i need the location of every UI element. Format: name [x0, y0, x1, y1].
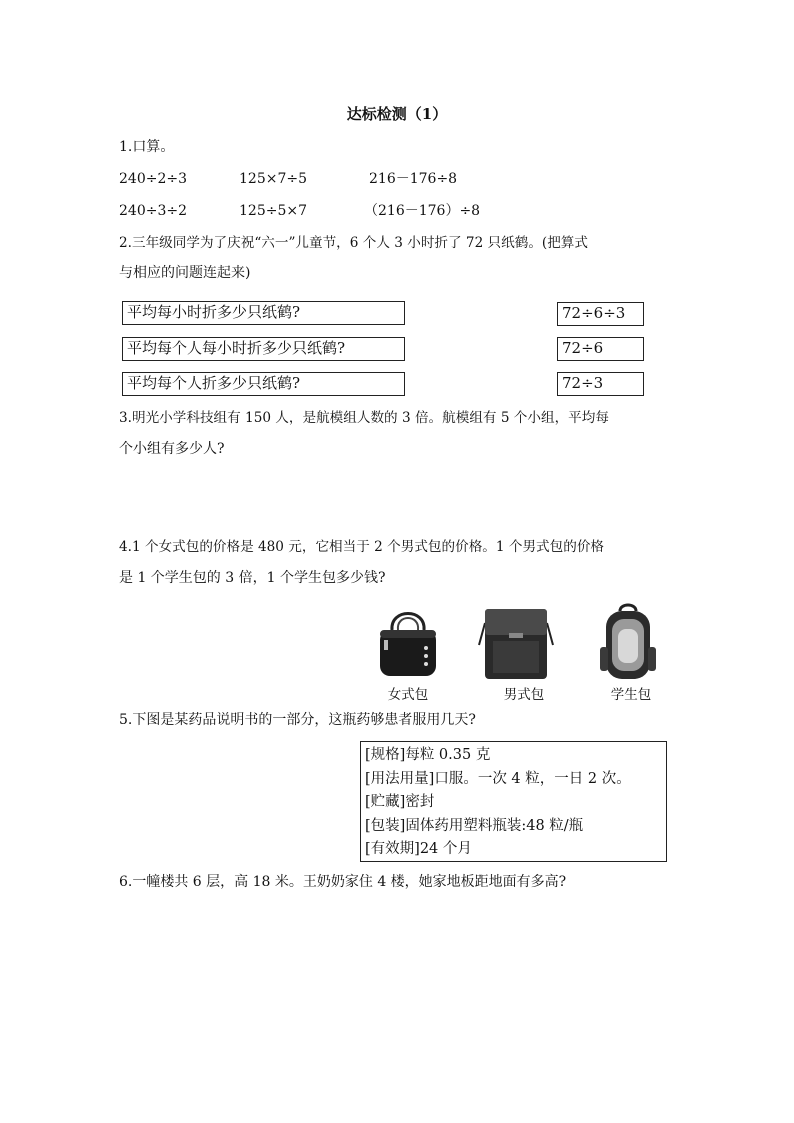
school-bag-image	[596, 603, 660, 683]
spec-value: 密封	[405, 794, 435, 810]
expression-box: 72÷6	[557, 337, 644, 361]
q2-line2: 与相应的问题连起来)	[119, 265, 251, 281]
question-box: 平均每个人折多少只纸鹤?	[122, 372, 405, 396]
expression-box: 72÷3	[557, 372, 644, 396]
spec-value: 固体药用塑料瓶装:48 粒/瓶	[405, 817, 584, 834]
spec-row	[365, 791, 666, 815]
q2-line1: 2.三年级同学为了庆祝“六一”儿童节，6 个人 3 小时折了 72 只纸鹤。(把算式	[119, 235, 588, 251]
handbag-image	[376, 600, 440, 680]
bag-label: 男式包	[503, 687, 545, 703]
q1-expr: 240÷2÷3	[119, 171, 187, 187]
q4-line1: 4.1 个女式包的价格是 480 元，它相当于 2 个男式包的价格。1 个男式包的价格	[119, 539, 605, 555]
spec-row	[365, 768, 666, 792]
q4-line2: 是 1 个学生包的 3 倍，1 个学生包多少钱?	[119, 570, 386, 586]
question-box: 平均每小时折多少只纸鹤?	[122, 301, 405, 325]
q1-expr: 125×7÷5	[239, 171, 307, 187]
q3-line1: 3.明光小学科技组有 150 人，是航模组人数的 3 倍。航模组有 5 个小组，平均每	[119, 410, 609, 426]
question-box: 平均每个人每小时折多少只纸鹤?	[122, 337, 405, 361]
bag-label: 女式包	[387, 687, 429, 703]
q6-stem: 6.一幢楼共 6 层，高 18 米。王奶奶家住 4 楼，她家地板距地面有多高?	[119, 874, 567, 890]
spec-label: [用法用量]	[365, 770, 435, 787]
q1-expr: 125÷5×7	[239, 203, 307, 219]
q1-expr: 216－176÷8	[369, 171, 458, 187]
spec-label: [规格]	[365, 747, 406, 763]
spec-row	[365, 815, 666, 839]
page-title: 达标检测（1）	[346, 105, 448, 123]
spec-row	[365, 744, 666, 768]
spec-label: [有效期]	[365, 841, 420, 857]
medicine-instructions-box	[360, 741, 667, 862]
q5-stem: 5.下图是某药品说明书的一部分，这瓶药够患者服用几天?	[119, 712, 476, 728]
expression-box: 72÷6÷3	[557, 302, 644, 326]
q1-expr: （216－176）÷8	[364, 203, 481, 219]
q1-stem: 1.口算。	[119, 139, 175, 155]
q3-line2: 个小组有多少人?	[119, 441, 225, 457]
spec-label: [包装]	[365, 817, 406, 834]
spec-value: 口服。一次 4 粒，一日 2 次。	[434, 770, 631, 787]
q1-expr: 240÷3÷2	[119, 203, 187, 219]
spec-value: 24 个月	[419, 841, 472, 857]
spec-row	[365, 838, 666, 862]
mens-bag-image	[473, 605, 559, 681]
spec-value: 每粒 0.35 克	[405, 747, 491, 763]
bag-label: 学生包	[610, 687, 652, 703]
spec-label: [贮藏]	[365, 794, 406, 810]
